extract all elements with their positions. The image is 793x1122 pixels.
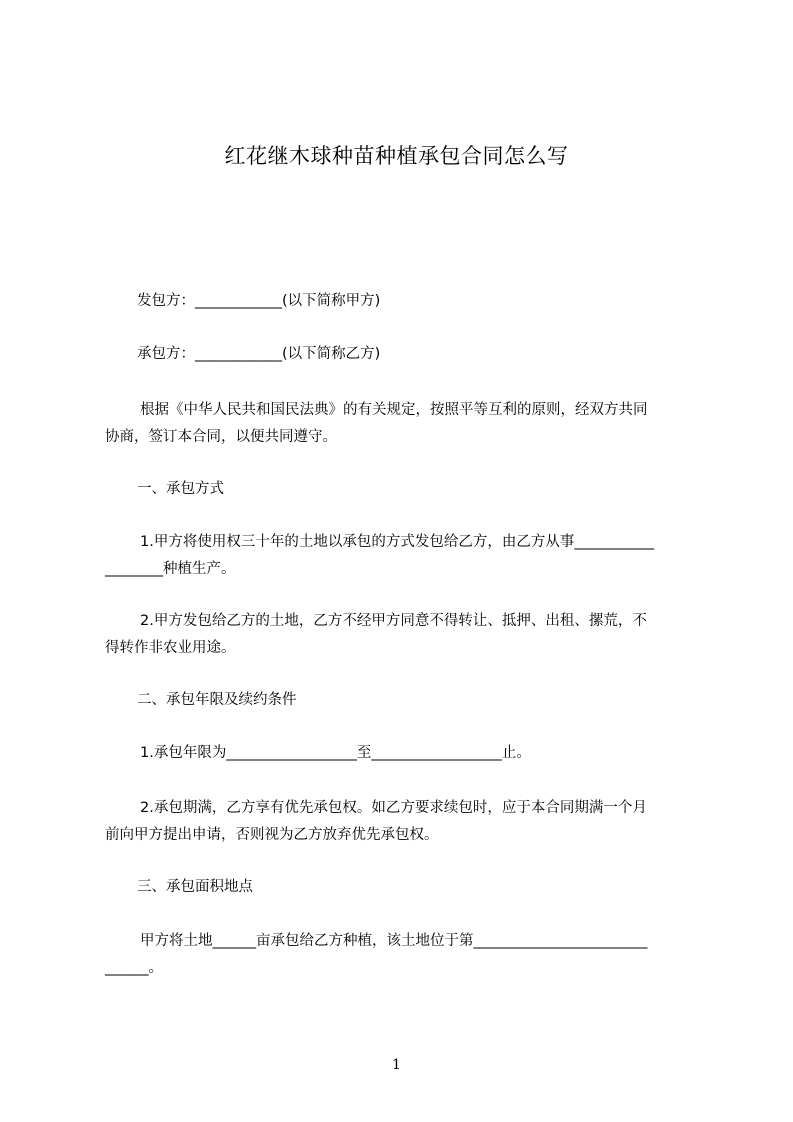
section-2-item-2-line-1: 2.承包期满，乙方享有优先承包权。如乙方要求续包时，应于本合同期满一个月 bbox=[140, 800, 647, 816]
section-2-item-1: 1.承包年限为__________________至__________________止。 bbox=[140, 745, 531, 761]
preamble-line-2: 协商，签订本合同，以便共同遵守。 bbox=[105, 429, 337, 445]
section-3-heading: 三、承包面积地点 bbox=[137, 879, 253, 895]
section-1-item-1-line-2: ________种植生产。 bbox=[105, 561, 236, 577]
section-1-item-2-line-1: 2.甲方发包给乙方的土地，乙方不经甲方同意不得转让、抵押、出租、摞荒，不 bbox=[140, 613, 647, 629]
document-title: 红花继木球种苗种植承包合同怎么写 bbox=[224, 144, 569, 168]
preamble-line-1: 根据《中华人民共和国民法典》的有关规定，按照平等互利的原则，经双方共同 bbox=[140, 402, 648, 418]
section-3-line-1: 甲方将土地______亩承包给乙方种植，该土地位于第________________________ bbox=[140, 933, 648, 949]
party-a-line: 发包方：____________(以下简称甲方) bbox=[137, 293, 381, 309]
section-2-heading: 二、承包年限及续约条件 bbox=[137, 692, 297, 708]
section-2-item-2-line-2: 前向甲方提出申请，否则视为乙方放弃优先承包权。 bbox=[105, 827, 439, 843]
section-1-item-1-line-1: 1.甲方将使用权三十年的土地以承包的方式发包给乙方，由乙方从事___________ bbox=[140, 534, 655, 550]
page-number: 1 bbox=[392, 1057, 401, 1073]
party-b-line: 承包方：____________(以下简称乙方) bbox=[137, 346, 381, 362]
section-3-line-2: ______。 bbox=[105, 960, 163, 976]
section-1-heading: 一、承包方式 bbox=[137, 481, 224, 497]
section-1-item-2-line-2: 得转作非农业用途。 bbox=[105, 640, 236, 656]
